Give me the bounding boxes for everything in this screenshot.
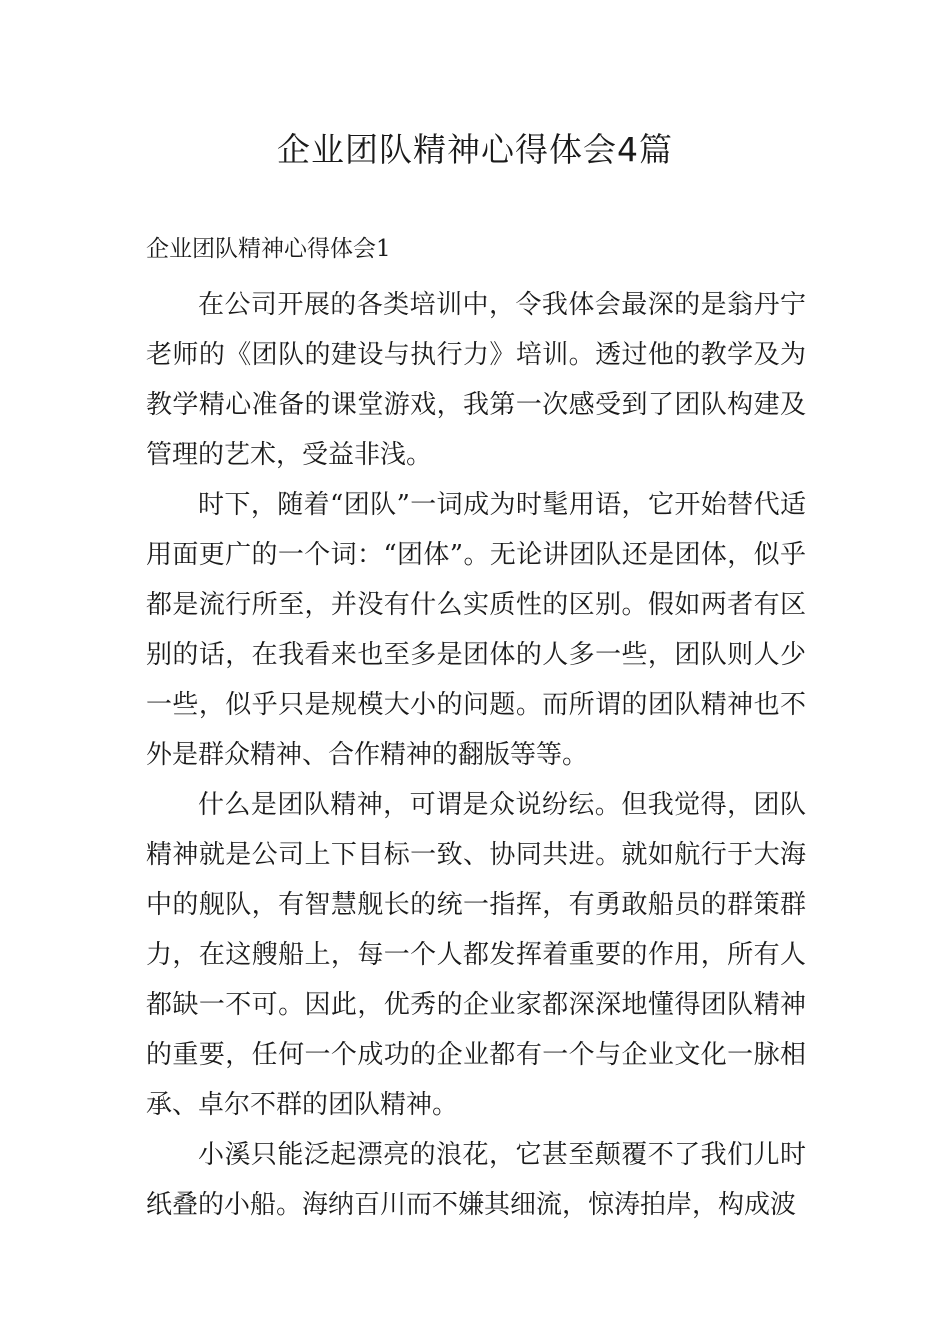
- paragraph: 小溪只能泛起漂亮的浪花，它甚至颠覆不了我们儿时纸叠的小船。海纳百川而不嫌其细流，惊涛拍岸，构成波: [146, 1140, 806, 1220]
- document-title: 企业团队精神心得体会4篇: [277, 130, 673, 169]
- section-heading: 企业团队精神心得体会1: [146, 236, 391, 262]
- paragraph: 在公司开展的各类培训中，令我体会最深的是翁丹宁老师的《团队的建设与执行力》培训。透过他的教学及为教学精心准备的课堂游戏，我第一次感受到了团队构建及管理的艺术，受益非浅。: [146, 290, 806, 470]
- paragraph: 时下，随着“团队”一词成为时髦用语，它开始替代适用面更广的一个词：“团体”。无论讲团队还是团体，似乎都是流行所至，并没有什么实质性的区别。假如两者有区别的话，在我看来也至多是团体的人多一些，团队则人少一些，似乎只是规模大小的问题。而所谓的团队精神也不外是群众精神、合作精神的翻版等等。: [146, 490, 806, 770]
- document-body: [146, 280, 806, 1230]
- paragraph: 什么是团队精神，可谓是众说纷纭。但我觉得，团队精神就是公司上下目标一致、协同共进。就如航行于大海中的舰队，有智慧舰长的统一指挥，有勇敢船员的群策群力，在这艘船上，每一个人都发挥着重要的作用，所有人都缺一不可。因此，优秀的企业家都深深地懂得团队精神的重要，任何一个成功的企业都有一个与企业文化一脉相承、卓尔不群的团队精神。: [146, 790, 806, 1120]
